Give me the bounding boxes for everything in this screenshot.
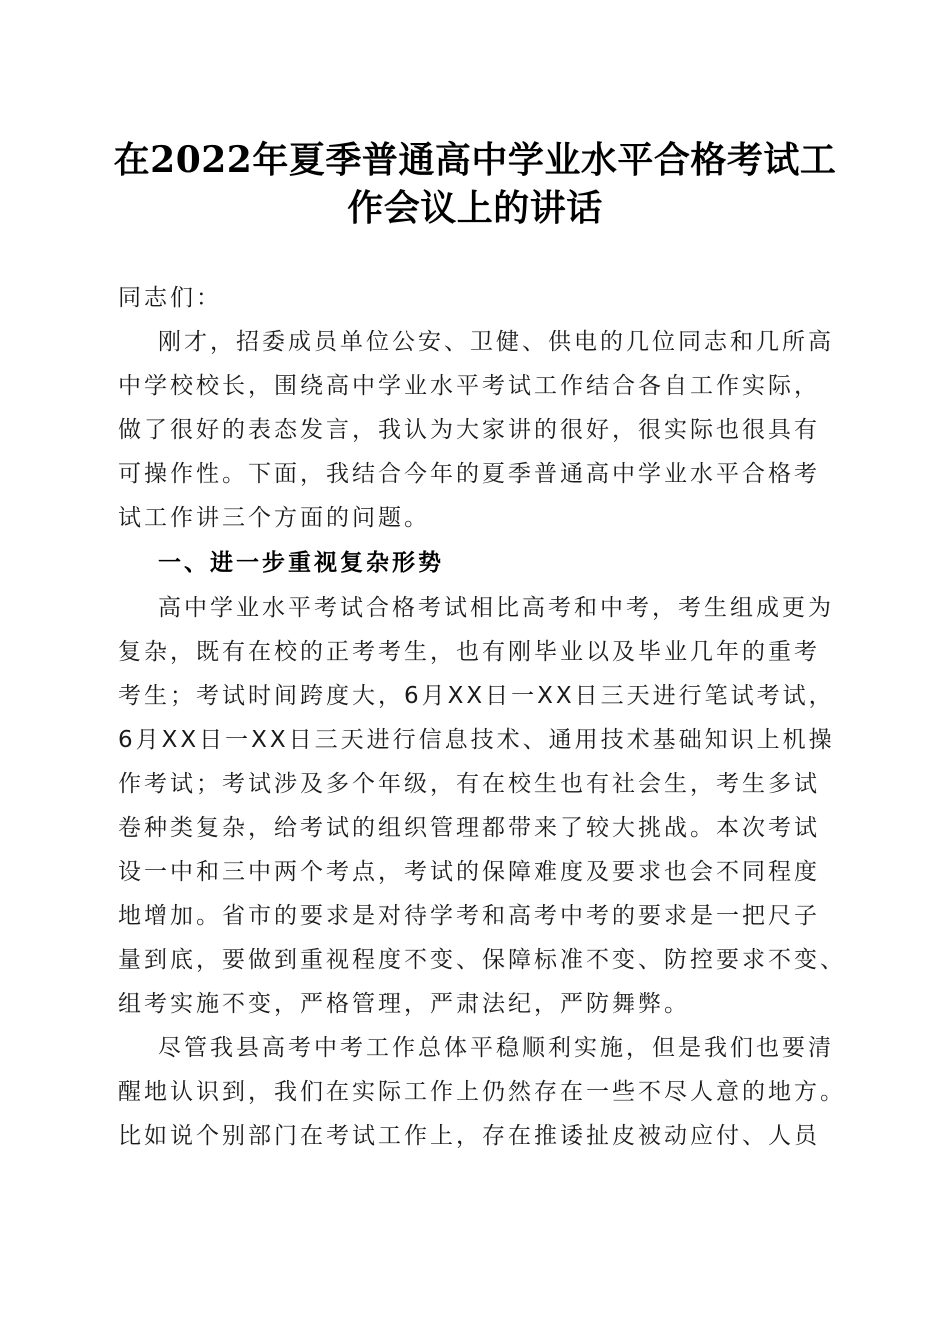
body-line: 醒地认识到，我们在实际工作上仍然存在一些不尽人意的地方。 <box>118 1079 846 1105</box>
document-title-line-1: 在2022年夏季普通高中学业水平合格考试工 <box>113 139 837 181</box>
body-line: 高中学业水平考试合格考试相比高考和中考，考生组成更为 <box>158 595 834 621</box>
document-title-line-2: 作会议上的讲话 <box>347 187 603 229</box>
body-line: 6月XX日一XX日三天进行信息技术、通用技术基础知识上机操 <box>118 727 835 753</box>
body-line: 作考试；考试涉及多个年级，有在校生也有社会生，考生多试 <box>118 771 820 797</box>
body-line: 刚才，招委成员单位公安、卫健、供电的几位同志和几所高 <box>158 329 834 355</box>
body-line: 设一中和三中两个考点，考试的保障难度及要求也会不同程度 <box>118 859 820 885</box>
salutation: 同志们： <box>118 285 222 311</box>
body-line: 试工作讲三个方面的问题。 <box>118 505 430 531</box>
body-line: 做了很好的表态发言，我认为大家讲的很好，很实际也很具有 <box>118 417 820 443</box>
body-line: 量到底，要做到重视程度不变、保障标准不变、防控要求不变、 <box>118 947 846 973</box>
section-heading: 一、进一步重视复杂形势 <box>158 550 444 576</box>
body-line: 可操作性。下面，我结合今年的夏季普通高中学业水平合格考 <box>118 461 820 487</box>
body-line: 地增加。省市的要求是对待学考和高考中考的要求是一把尺子 <box>118 903 820 929</box>
body-line: 中学校校长，围绕高中学业水平考试工作结合各自工作实际， <box>118 373 820 399</box>
body-line: 组考实施不变，严格管理，严肃法纪，严防舞弊。 <box>118 991 690 1017</box>
body-line: 尽管我县高考中考工作总体平稳顺利实施，但是我们也要清 <box>158 1035 834 1061</box>
body-line: 复杂，既有在校的正考考生，也有刚毕业以及毕业几年的重考 <box>118 639 820 665</box>
body-line: 考生；考试时间跨度大，6月XX日一XX日三天进行笔试考试， <box>118 683 835 709</box>
body-line: 卷种类复杂，给考试的组织管理都带来了较大挑战。本次考试 <box>118 815 820 841</box>
body-line: 比如说个别部门在考试工作上，存在推诿扯皮被动应付、人员 <box>118 1123 820 1149</box>
